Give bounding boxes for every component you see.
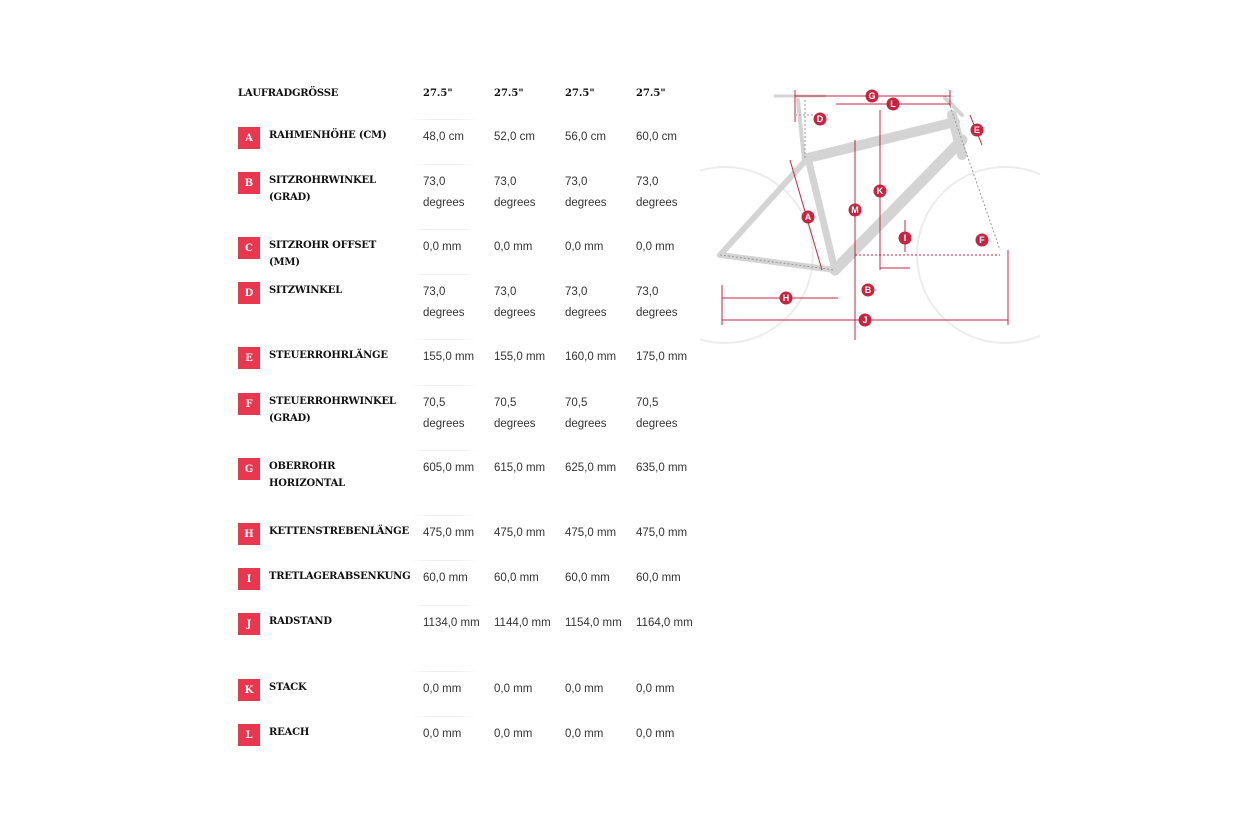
row-value: 475,0 mm xyxy=(565,527,617,539)
row-value: 0,0 mm xyxy=(423,683,462,695)
row-label: REACH xyxy=(269,727,310,738)
row-letter-badge: K xyxy=(238,679,260,701)
row-divider xyxy=(410,450,478,451)
size-header: 27.5" xyxy=(565,88,595,99)
row-letter-badge: G xyxy=(238,458,260,480)
row-value: 73,0 degrees xyxy=(423,286,465,319)
bike-frame xyxy=(720,96,962,270)
row-value: 0,0 mm xyxy=(565,728,604,740)
row-letter-badge: E xyxy=(238,347,260,369)
row-value: 48,0 cm xyxy=(423,131,464,143)
row-value: 615,0 mm xyxy=(494,462,546,474)
diagram-marker-letter: K xyxy=(876,186,884,196)
diagram-marker-letter: J xyxy=(862,315,868,325)
row-value: 0,0 mm xyxy=(494,683,533,695)
size-header: 27.5" xyxy=(494,88,524,99)
rear-wheel xyxy=(700,167,813,343)
row-letter-badge: F xyxy=(238,393,260,415)
diagram-marker-letter: D xyxy=(816,114,824,124)
row-value: 73,0 degrees xyxy=(565,286,607,319)
row-value: 155,0 mm xyxy=(494,351,546,363)
diagram-marker-letter: H xyxy=(782,293,790,303)
row-value: 0,0 mm xyxy=(423,241,462,253)
row-letter-badge: H xyxy=(238,523,260,545)
row-divider xyxy=(410,560,478,561)
row-value: 155,0 mm xyxy=(423,351,475,363)
row-label: SITZROHR OFFSET (MM) xyxy=(269,240,377,268)
row-divider xyxy=(410,515,478,516)
row-value: 625,0 mm xyxy=(565,462,617,474)
row-value: 73,0 degrees xyxy=(494,176,536,209)
row-label: OBERROHR HORIZONTAL xyxy=(269,461,345,489)
row-letter-badge: A xyxy=(238,127,260,149)
row-letter-badge: L xyxy=(238,724,260,746)
row-letter-badge: D xyxy=(238,282,260,304)
diagram-marker-letter: A xyxy=(804,212,812,222)
row-value: 73,0 degrees xyxy=(636,176,678,209)
row-letter-badge: B xyxy=(238,172,260,194)
row-value: 605,0 mm xyxy=(423,462,475,474)
diagram-marker-letter: B xyxy=(864,285,872,295)
row-value: 0,0 mm xyxy=(636,683,675,695)
row-divider xyxy=(410,274,478,275)
row-value: 1134,0 mm xyxy=(423,617,480,629)
row-divider xyxy=(410,229,478,230)
row-label: RAHMENHÖHE (CM) xyxy=(269,130,387,141)
row-value: 1164,0 mm xyxy=(636,617,693,629)
row-value: 0,0 mm xyxy=(494,728,533,740)
row-value: 60,0 mm xyxy=(565,572,610,584)
row-value: 73,0 degrees xyxy=(565,176,607,209)
row-value: 0,0 mm xyxy=(636,241,675,253)
row-value: 60,0 cm xyxy=(636,131,677,143)
row-value: 70,5 degrees xyxy=(494,397,536,430)
row-letter-badge: C xyxy=(238,237,260,259)
row-value: 0,0 mm xyxy=(636,728,675,740)
row-value: 60,0 mm xyxy=(636,572,681,584)
row-value: 60,0 mm xyxy=(494,572,539,584)
dimension-lines xyxy=(720,90,1008,340)
size-header: 27.5" xyxy=(423,88,453,99)
row-value: 1154,0 mm xyxy=(565,617,622,629)
row-value: 73,0 degrees xyxy=(494,286,536,319)
row-label: RADSTAND xyxy=(269,616,332,627)
row-value: 475,0 mm xyxy=(494,527,546,539)
row-label: STEUERROHRLÄNGE xyxy=(269,350,388,361)
wheel-size-header: LAUFRADGRÖSSE xyxy=(238,88,339,99)
row-value: 0,0 mm xyxy=(565,241,604,253)
row-label: STEUERROHRWINKEL (GRAD) xyxy=(269,396,396,424)
row-divider xyxy=(410,164,478,165)
row-divider xyxy=(410,385,478,386)
bike-geometry-diagram xyxy=(700,70,1040,360)
row-value: 475,0 mm xyxy=(423,527,475,539)
row-value: 70,5 degrees xyxy=(565,397,607,430)
diagram-marker-letter: G xyxy=(868,91,876,101)
row-value: 60,0 mm xyxy=(423,572,468,584)
diagram-marker-letter: L xyxy=(890,99,896,109)
row-divider xyxy=(410,119,478,120)
row-divider xyxy=(410,339,478,340)
row-value: 73,0 degrees xyxy=(636,286,678,319)
size-header: 27.5" xyxy=(636,88,666,99)
row-value: 73,0 degrees xyxy=(423,176,465,209)
row-letter-badge: J xyxy=(238,613,260,635)
row-value: 475,0 mm xyxy=(636,527,688,539)
row-divider xyxy=(410,716,478,717)
row-value: 635,0 mm xyxy=(636,462,688,474)
row-value: 52,0 cm xyxy=(494,131,535,143)
row-label: KETTENSTREBENLÄNGE xyxy=(269,526,409,537)
diagram-marker-letter: I xyxy=(903,233,907,243)
row-label: SITZWINKEL xyxy=(269,285,343,296)
row-divider xyxy=(410,605,478,606)
row-label: SITZROHRWINKEL (GRAD) xyxy=(269,175,376,203)
row-value: 70,5 degrees xyxy=(423,397,465,430)
row-value: 0,0 mm xyxy=(423,728,462,740)
row-value: 0,0 mm xyxy=(565,683,604,695)
row-value: 56,0 cm xyxy=(565,131,606,143)
row-label: TRETLAGERABSENKUNG xyxy=(269,571,411,582)
row-value: 0,0 mm xyxy=(494,241,533,253)
row-value: 175,0 mm xyxy=(636,351,688,363)
row-letter-badge: I xyxy=(238,568,260,590)
diagram-marker-letter: F xyxy=(979,235,985,245)
diagram-marker-letter: M xyxy=(851,205,859,215)
row-divider xyxy=(410,671,478,672)
row-value: 70,5 degrees xyxy=(636,397,678,430)
row-value: 160,0 mm xyxy=(565,351,617,363)
row-value: 1144,0 mm xyxy=(494,617,551,629)
diagram-marker-letter: E xyxy=(973,125,981,135)
row-label: STACK xyxy=(269,682,307,693)
